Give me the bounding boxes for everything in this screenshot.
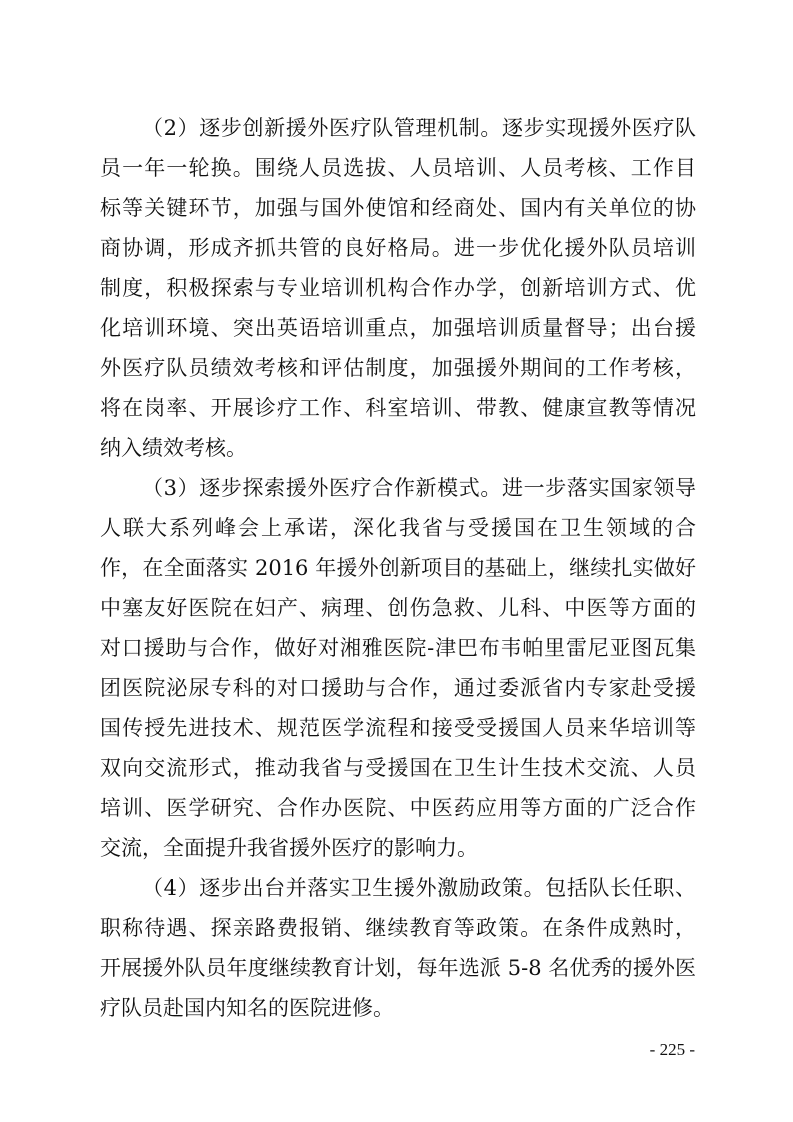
paragraph-3-line-1: （3）逐步探索援外医疗合作新模式。进一步落实国家领导 [142, 476, 696, 500]
paragraph-3-line-7: 国传授先进技术、规范医学流程和接受受援国人员来华培训等 [100, 716, 696, 740]
paragraph-2-line-7: 外医疗队员绩效考核和评估制度，加强援外期间的工作考核， [100, 356, 696, 380]
paragraph-4-line-3: 开展援外队员年度继续教育计划，每年选派 5-8 名优秀的援外医 [100, 956, 696, 980]
paragraph-3-line-3: 作，在全面落实 2016 年援外创新项目的基础上，继续扎实做好 [100, 556, 696, 580]
paragraph-3-line-2: 人联大系列峰会上承诺，深化我省与受援国在卫生领域的合 [100, 516, 696, 540]
paragraph-2-line-4: 商协调，形成齐抓共管的良好格局。进一步优化援外队员培训 [100, 236, 696, 260]
paragraph-3-line-6: 团医院泌尿专科的对口援助与合作，通过委派省内专家赴受援 [100, 676, 696, 700]
paragraph-3-line-10: 交流，全面提升我省援外医疗的影响力。 [100, 836, 478, 860]
paragraph-4-line-1: （4）逐步出台并落实卫生援外激励政策。包括队长任职、 [142, 876, 696, 900]
paragraph-2-line-2: 员一年一轮换。围绕人员选拔、人员培训、人员考核、工作目 [100, 156, 696, 180]
paragraph-3-line-5: 对口援助与合作，做好对湘雅医院-津巴布韦帕里雷尼亚图瓦集 [100, 636, 696, 660]
paragraph-2-line-9: 纳入绩效考核。 [100, 436, 247, 460]
paragraph-2-line-8: 将在岗率、开展诊疗工作、科室培训、带教、健康宣教等情况 [100, 396, 696, 420]
paragraph-4-line-2: 职称待遇、探亲路费报销、继续教育等政策。在条件成熟时， [100, 916, 696, 940]
paragraph-3-line-8: 双向交流形式，推动我省与受援国在卫生计生技术交流、人员 [100, 756, 696, 780]
paragraph-4-line-4: 疗队员赴国内知名的医院进修。 [100, 996, 394, 1020]
paragraph-2-line-3: 标等关键环节，加强与国外使馆和经商处、国内有关单位的协 [100, 196, 696, 220]
paragraph-3-line-9: 培训、医学研究、合作办医院、中医药应用等方面的广泛合作 [100, 796, 696, 820]
paragraph-2-line-6: 化培训环境、突出英语培训重点，加强培训质量督导；出台援 [100, 316, 696, 340]
page-number: - 225 - [649, 1040, 695, 1059]
paragraph-3-line-4: 中塞友好医院在妇产、病理、创伤急救、儿科、中医等方面的 [100, 596, 696, 620]
paragraph-2-line-5: 制度，积极探索与专业培训机构合作办学，创新培训方式、优 [100, 276, 696, 300]
paragraph-2-line-1: （2）逐步创新援外医疗队管理机制。逐步实现援外医疗队 [142, 116, 696, 140]
